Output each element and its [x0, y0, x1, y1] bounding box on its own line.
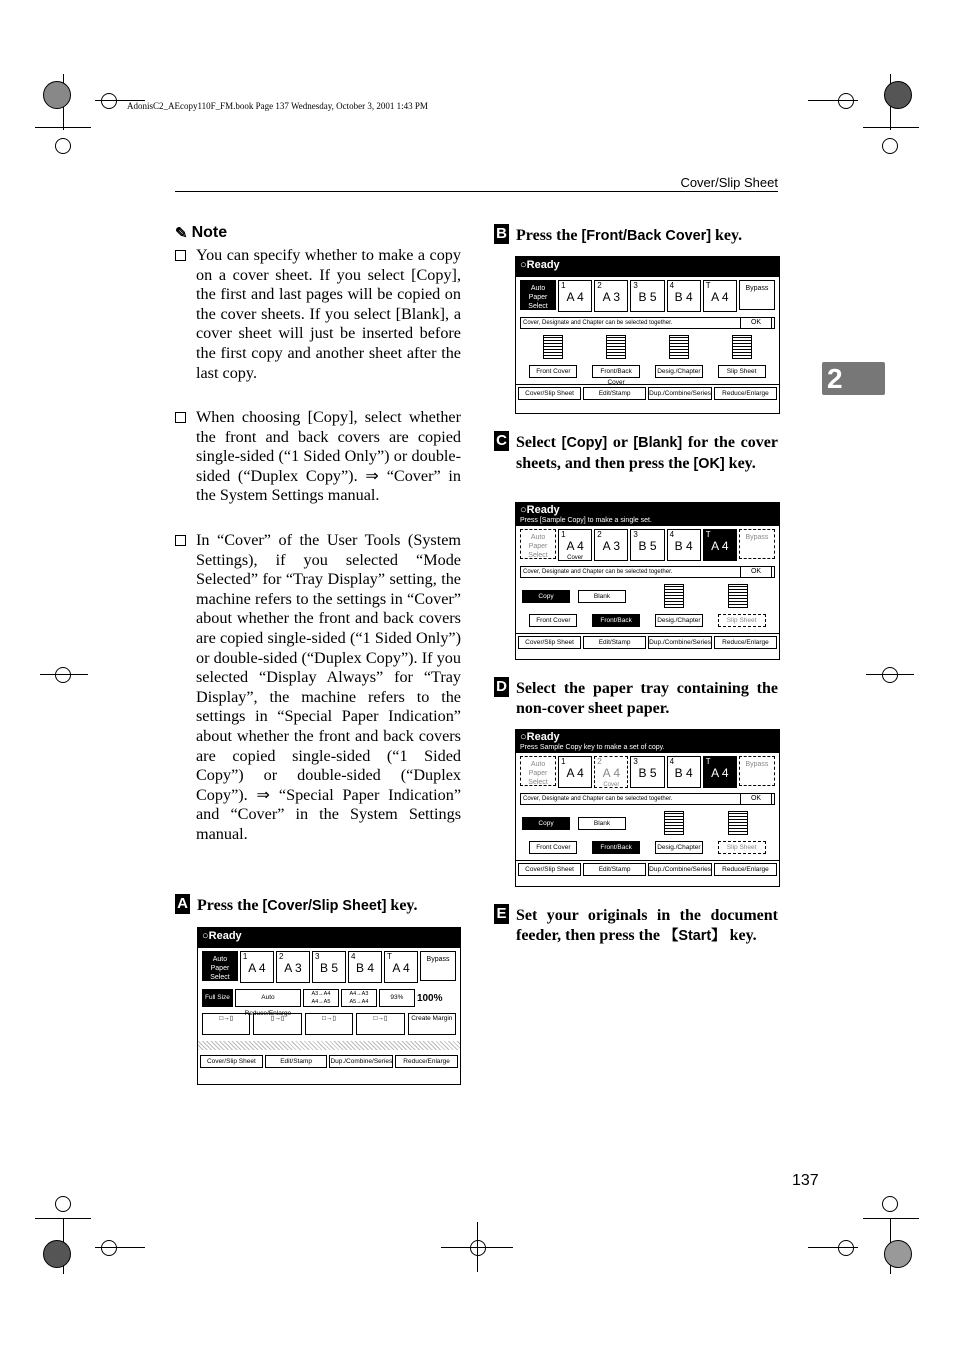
tab-reduce-enlarge[interactable]: Reduce/Enlarge — [714, 863, 777, 876]
cover-buttons — [516, 612, 779, 635]
slip-sheet-icon — [728, 584, 748, 608]
hatched-divider — [198, 1041, 460, 1050]
bypass-button[interactable]: Bypass — [420, 951, 456, 981]
message-bar: Press Sample Copy key to make a set of copy. — [516, 743, 779, 753]
tray-2-button[interactable]: 2 A 3 — [276, 951, 310, 983]
blank-button[interactable]: Blank — [578, 817, 626, 830]
cover-message: Cover, Designate and Chapter can be selected together. OK — [520, 317, 775, 329]
tab-cover-slip-sheet[interactable]: Cover/Slip Sheet — [518, 863, 581, 876]
step-3: C Select [Copy] or [Blank] for the cover sheets, and then press the [OK] key. — [494, 433, 778, 474]
slip-sheet-icon — [732, 335, 752, 359]
step-number: B — [494, 224, 509, 244]
front-cover-button[interactable]: Front Cover — [529, 841, 577, 854]
designate-chapter-icon — [669, 335, 689, 359]
note-item-1: You can specify whether to make a copy on a cover sheet. If you select [Copy], the first and last pages will be copied on the cover sheets. If you select [Blank], a cover sheet will just be inserted before the first copy and another sheet after the last copy. — [175, 246, 461, 383]
function-tabs — [516, 384, 779, 402]
status-bar: ○Ready — [516, 257, 779, 273]
copy-blank-row — [516, 580, 779, 612]
note-heading: ✎ Note — [175, 224, 228, 242]
tab-cover-slip-sheet[interactable]: Cover/Slip Sheet — [518, 387, 581, 400]
status-bar: ○Ready — [516, 730, 779, 743]
tray-4-button[interactable]: 4 B 4 — [667, 529, 701, 561]
pencil-icon: ✎ — [175, 225, 188, 242]
ok-button[interactable]: OK — [740, 566, 772, 578]
tab-dup-combine-series[interactable]: Dup./Combine/Series — [648, 387, 712, 400]
designate-chapter-icon — [664, 811, 684, 835]
copier-screen-copy-blank — [515, 502, 780, 660]
note-item-2: When choosing [Copy], select whether the front and back covers are copied single-sided (“1 Sided Only”) or double-sided (“Duplex Copy”). ⇒ “Cover” in the System Settings manual. — [175, 408, 461, 506]
front-back-cover-button[interactable]: Front/Back Cover — [592, 841, 640, 854]
designate-chapter-icon — [664, 584, 684, 608]
step-5: E Set your originals in the document feeder, then press the 【Start】 key. — [494, 906, 778, 946]
copier-screen-main — [197, 927, 461, 1085]
front-cover-button[interactable]: Front Cover — [529, 365, 577, 378]
checkbox-icon — [175, 412, 186, 423]
tray-2-button[interactable]: 2 A 4 Cover — [594, 756, 628, 788]
tab-edit-stamp[interactable]: Edit/Stamp — [583, 863, 646, 876]
ok-button[interactable]: OK — [740, 793, 772, 805]
copy-button[interactable]: Copy — [522, 817, 570, 830]
blank-button[interactable]: Blank — [578, 590, 626, 603]
tray-3-button[interactable]: 3 B 5 — [630, 756, 664, 788]
cover-message: Cover, Designate and Chapter can be selected together. OK — [520, 566, 775, 578]
designate-chapter-button[interactable]: Desig./Chapter — [655, 365, 703, 378]
preset-ratio-1-button[interactable]: A3→A4 A4→A5 — [303, 989, 339, 1007]
checkbox-icon — [175, 535, 186, 546]
chapter-tab: 2 — [822, 362, 885, 395]
copy-button[interactable]: Copy — [522, 590, 570, 603]
tray-3-button[interactable]: 3 B 5 — [312, 951, 346, 983]
tray-3-button[interactable]: 3 B 5 — [630, 529, 664, 561]
tray-4-button[interactable]: 4 B 4 — [348, 951, 382, 983]
tray-4-button[interactable]: 4 B 4 — [667, 756, 701, 788]
tray-3-button[interactable]: 3 B 5 — [630, 280, 664, 312]
front-back-cover-button[interactable]: Front/Back Cover — [592, 614, 640, 627]
paper-tray-row — [516, 526, 779, 564]
slip-sheet-button[interactable]: Slip Sheet — [718, 365, 766, 378]
front-cover-icon — [543, 335, 563, 359]
auto-paper-select-button[interactable]: Auto Paper Select — [520, 756, 556, 786]
tab-dup-combine-series[interactable]: Dup./Combine/Series — [329, 1055, 393, 1068]
checkbox-icon — [175, 250, 186, 261]
tab-cover-slip-sheet[interactable]: Cover/Slip Sheet — [518, 636, 581, 649]
paper-tray-row — [516, 753, 779, 791]
duplex-mode-1-button[interactable]: □→▯ — [202, 1013, 250, 1035]
tray-lct-button[interactable]: T A 4 — [703, 529, 737, 561]
designate-chapter-button[interactable]: Desig./Chapter — [655, 614, 703, 627]
duplex-mode-3-button[interactable]: □→▯ — [305, 1013, 353, 1035]
tray-lct-button[interactable]: T A 4 — [384, 951, 418, 983]
running-title: Cover/Slip Sheet — [680, 175, 778, 190]
tab-dup-combine-series[interactable]: Dup./Combine/Series — [648, 636, 712, 649]
tray-lct-button[interactable]: T A 4 — [703, 756, 737, 788]
note-item-3: In “Cover” of the User Tools (System Settings), if you selected “Mode Selected” for “Tray Display” setting, the machine refers to the settings in “Cover” about whether the front and back covers are copied single-sided (“1 Sided Only”) or double-sided (“Duplex Copy”). If you selected “Display Always” for “Tray Display”, the machine refers to the settings in “Special Paper Indication” about whether the front and back covers are copied single-sided (“1 Sided Copy”) or double-sided (“Duplex Copy”). ⇒ “Special Paper Indication” and “Cover” in the System Settings manual. — [175, 531, 461, 845]
slip-sheet-button[interactable]: Slip Sheet — [718, 614, 766, 627]
slip-sheet-button[interactable]: Slip Sheet — [718, 841, 766, 854]
duplex-mode-4-button[interactable]: □→▯ — [356, 1013, 404, 1035]
tab-edit-stamp[interactable]: Edit/Stamp — [583, 387, 646, 400]
full-size-button[interactable]: Full Size — [202, 989, 233, 1007]
tab-edit-stamp[interactable]: Edit/Stamp — [265, 1055, 328, 1068]
cover-buttons — [516, 839, 779, 862]
bypass-button[interactable]: Bypass — [739, 280, 775, 310]
tray-1-button[interactable]: 1 A 4 — [558, 280, 592, 312]
bypass-button[interactable]: Bypass — [739, 529, 775, 559]
tab-reduce-enlarge[interactable]: Reduce/Enlarge — [714, 636, 777, 649]
tray-1-button[interactable]: 1 A 4 — [558, 756, 592, 788]
step-number: E — [494, 904, 509, 924]
front-cover-button[interactable]: Front Cover — [529, 614, 577, 627]
step-4: D Select the paper tray containing the non-cover sheet paper. — [494, 679, 778, 718]
zoom-readout: 100% — [416, 992, 443, 1004]
cover-buttons — [516, 363, 779, 386]
step-2: B Press the [Front/Back Cover] key. — [494, 226, 778, 247]
page-number: 137 — [792, 1172, 819, 1189]
function-tabs — [198, 1053, 460, 1070]
tray-4-button[interactable]: 4 B 4 — [667, 280, 701, 312]
tray-2-button[interactable]: 2 A 3 — [594, 280, 628, 312]
tab-dup-combine-series[interactable]: Dup./Combine/Series — [648, 863, 712, 876]
slip-sheet-icon — [728, 811, 748, 835]
copy-blank-row — [516, 807, 779, 839]
preset-ratio-3-button[interactable]: 93% — [379, 989, 415, 1007]
status-bar: ○Ready — [516, 503, 779, 516]
tray-2-button[interactable]: 2 A 3 — [594, 529, 628, 561]
tray-lct-button[interactable]: T A 4 — [703, 280, 737, 312]
bypass-button[interactable]: Bypass — [739, 756, 775, 786]
status-bar: ○Ready — [198, 928, 460, 944]
auto-reduce-enlarge-button[interactable]: Auto Reduce/Enlarge — [235, 989, 301, 1007]
cover-icons — [516, 331, 779, 363]
function-tabs — [516, 633, 779, 651]
copier-screen-tray-select — [515, 729, 780, 887]
create-margin-button[interactable]: Create Margin — [408, 1013, 456, 1035]
designate-chapter-button[interactable]: Desig./Chapter — [655, 841, 703, 854]
ratio-row — [198, 986, 460, 1017]
copier-screen-cover — [515, 256, 780, 414]
tab-cover-slip-sheet[interactable]: Cover/Slip Sheet — [200, 1055, 263, 1068]
duplex-row — [198, 1010, 460, 1038]
tab-reduce-enlarge[interactable]: Reduce/Enlarge — [395, 1055, 458, 1068]
header-rule — [175, 191, 778, 192]
tab-reduce-enlarge[interactable]: Reduce/Enlarge — [714, 387, 777, 400]
front-back-cover-button[interactable]: Front/Back Cover — [592, 365, 640, 378]
tray-1-button[interactable]: 1 A 4 Cover — [558, 529, 592, 561]
auto-paper-select-button[interactable]: Auto Paper Select — [520, 280, 556, 310]
front-back-cover-icon — [606, 335, 626, 359]
message-bar: Press [Sample Copy] to make a single set. — [516, 516, 779, 526]
paper-tray-row — [198, 948, 460, 986]
cover-message: Cover, Designate and Chapter can be selected together. OK — [520, 793, 775, 805]
tab-edit-stamp[interactable]: Edit/Stamp — [583, 636, 646, 649]
auto-paper-select-button[interactable]: Auto Paper Select — [202, 951, 238, 981]
step-number: D — [494, 677, 509, 697]
tray-1-button[interactable]: 1 A 4 — [240, 951, 274, 983]
duplex-mode-2-button[interactable]: ▯→▯ — [253, 1013, 301, 1035]
step-number: A — [175, 894, 190, 914]
step-1: A Press the [Cover/Slip Sheet] key. — [175, 896, 461, 917]
ok-button[interactable]: OK — [740, 317, 772, 329]
preset-ratio-2-button[interactable]: A4→A3 A5→A4 — [341, 989, 377, 1007]
step-number: C — [494, 431, 509, 451]
auto-paper-select-button[interactable]: Auto Paper Select — [520, 529, 556, 559]
function-tabs — [516, 860, 779, 878]
paper-tray-row — [516, 277, 779, 315]
book-info: AdonisC2_AEcopy110F_FM.book Page 137 Wednesday, October 3, 2001 1:43 PM — [127, 101, 428, 111]
